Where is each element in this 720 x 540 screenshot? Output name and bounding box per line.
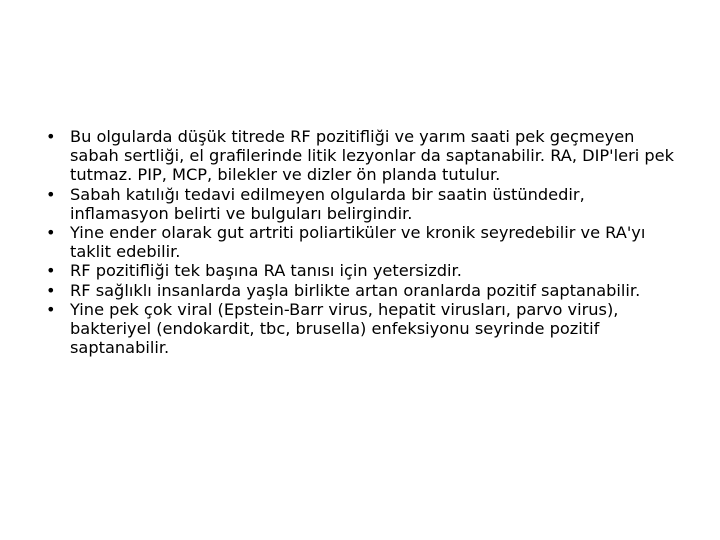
- bullet-item: [46, 127, 686, 185]
- bullet-item: [46, 185, 686, 223]
- bullet-text: Yine pek çok viral (Epstein-Barr virus, hepatit virusları, parvo virus), bakteriyel (endokardit, tbc, brusella) enfeksiyonu seyrinde pozitif saptanabilir.: [70, 299, 619, 358]
- bullet-dot-icon: •: [46, 299, 56, 319]
- bullet-text: Yine ender olarak gut artriti poliartiküler ve kronik seyredebilir ve RA'yı taklit edebilir.: [70, 223, 646, 262]
- bullet-text: Sabah katılığı tedavi edilmeyen olgularda bir saatin üstündedir, inflamasyon belirti ve bulguları belirgindir.: [70, 184, 585, 223]
- bullet-list: [46, 127, 686, 357]
- bullet-text: RF sağlıklı insanlarda yaşla birlikte artan oranlarda pozitif saptanabilir.: [70, 280, 641, 300]
- bullet-text: RF pozitifliği tek başına RA tanısı için yetersizdir.: [70, 261, 462, 281]
- bullet-dot-icon: •: [46, 127, 56, 146]
- bullet-item: [46, 281, 686, 300]
- bullet-dot-icon: •: [46, 184, 56, 204]
- bullet-item: [46, 261, 686, 280]
- bullet-item: [46, 300, 686, 358]
- bullet-dot-icon: •: [46, 280, 56, 300]
- bullet-text: Bu olgularda düşük titrede RF pozitifliği ve yarım saati pek geçmeyen sabah sertliği, el grafilerinde litik lezyonlar da saptanabilir. RA, DIP'leri pek tutmaz. PIP, MCP, bilekler ve dizler ön planda tutulur.: [70, 127, 674, 185]
- bullet-dot-icon: •: [46, 261, 56, 281]
- bullet-dot-icon: •: [46, 223, 56, 243]
- bullet-item: [46, 223, 686, 261]
